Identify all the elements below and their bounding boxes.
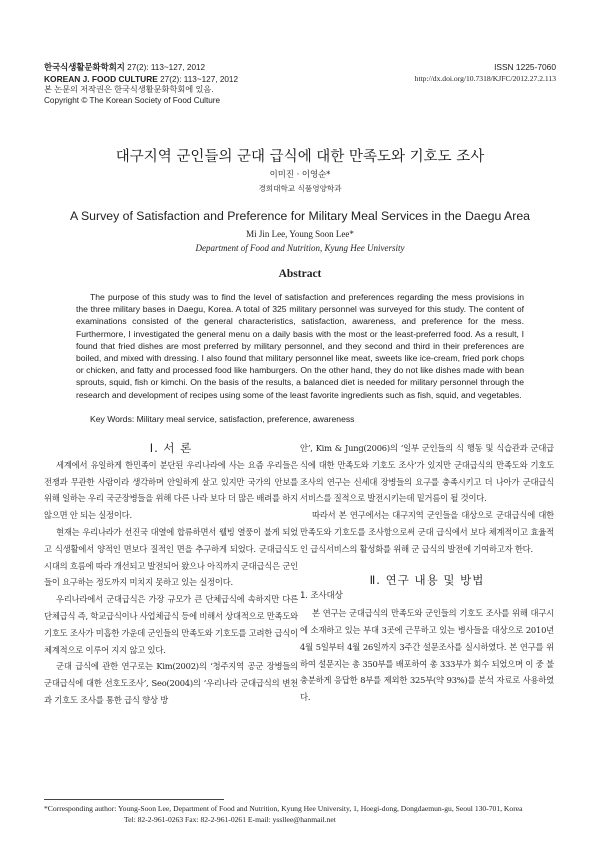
abstract-heading: Abstract <box>278 268 322 280</box>
abstract-body: The purpose of this study was to find the level of satisfaction and preferences regarding the mess provisions in the three military bases in Daegu, Korea. A total of 325 military personnel was surveyed for this study. The content of examinations consisted of the general characteristics, satisfaction, awareness, and preference for the mess. Furthermore, I investigated the general menu on a daily basis with the most or the least-preferred food. As a result, I found that fried dishes are most preferred by military personnel, and they second and third in their preferences are boiled, and mixed with dressing. I also found that military personnel like meat, sweets like ice-cream, fried pork chops or chicken, and fatty and processed food like hamburgers. On the other hand, they do not like dishes made with bean sprouts, squid, fish or kimchi. On the basis of the results, a balanced diet is needed for military personnel through the research and development of recipes using some of the least favorite ingredients such as fish, squid, and vegetables. <box>76 292 524 400</box>
journal-header <box>44 62 238 106</box>
section-heading-introduction: Ⅰ. 서 론 <box>149 441 193 455</box>
paragraph: 안’, Kim & Jung(2006)의 ‘일부 군인들의 식 행동 및 식습관과 군대급식에 대한 만족도와 기호도 조사’가 있지만 군대급식의 만족도와 기호도 조사의 연구는 신세대 장병들의 요구를 충족시키고 더 나아가 군대급식 서비스를 질적으로 발전시키는데 밑거름이 될 것이다. <box>300 443 554 504</box>
copyright-note: 본 논문의 저작권은 한국식생활문화학회에 있음. <box>44 85 214 94</box>
journal-line-en <box>44 74 238 86</box>
copyright: Copyright © The Korean Society of Food Culture <box>44 95 221 105</box>
footnote-contact: Tel: 82-2-961-0263 Fax: 82-2-961-0261 E-mail: yssllee@hanmail.net <box>124 814 336 824</box>
title-english: A Survey of Satisfaction and Preference for Military Meal Services in the Daegu Area <box>70 209 530 223</box>
issn-block <box>415 62 556 84</box>
footnote-divider <box>44 799 224 800</box>
journal-name-en: KOREAN J. FOOD CULTURE <box>44 73 158 84</box>
subsection-heading: 1. 조사대상 <box>300 591 343 602</box>
volume-ko: 27(2): 113~127, 2012 <box>124 63 206 72</box>
affiliation-english: Department of Food and Nutrition, Kyung Hee University <box>195 243 405 253</box>
authors-korean: 이미진 · 이영순* <box>269 169 331 179</box>
paragraph: 따라서 본 연구에서는 대구지역 군인들을 대상으로 군대급식에 대한 만족도와 기호도를 조사함으로써 군대 급식에서 보다 체계적이고 효율적인 급식서비스의 활성화를 위해 군 급식의 발전에 기여하고자 한다. <box>300 510 554 554</box>
authors-english: Mi Jin Lee, Young Soon Lee* <box>246 229 354 239</box>
paragraph: 본 연구는 군대급식의 만족도와 군인들의 기호도 조사를 위해 대구시에 소재하고 있는 부대 3곳에 근무하고 있는 병사들을 대상으로 2010년 4월 5일부터 4월 26일까지 3주간 설문조사를 실시하였다. 본 연구를 위하여 설문지는 총 350부를 배포하여 총 333부가 회수 되었으며 이 중 불충분하게 응답한 8부를 제외한 325부(약 93%)를 분석 자료로 사용하였다. <box>300 608 554 703</box>
section-heading-methods: Ⅱ. 연구 내용 및 방법 <box>369 572 485 587</box>
paragraph: 우리나라에서 군대급식은 가장 규모가 큰 단체급식에 속하지만 다른 단체급식 즉, 학교급식이나 사업체급식 등에 비해서 상대적으로 만족도와 기호도 조사가 미흡한 가운데 군인들의 만족도와 기호도를 고려한 급식이 체계적으로 이루어 지지 않고 있다. <box>44 594 298 655</box>
issn: ISSN 1225-7060 <box>494 62 556 72</box>
journal-name-ko: 한국식생활문화학회지 <box>44 62 125 72</box>
right-column <box>300 440 554 706</box>
journal-line-ko <box>44 62 238 74</box>
volume-en: 27(2): 113~127, 2012 <box>157 74 239 84</box>
title-korean: 대구지역 군인들의 군대 급식에 대한 만족도와 기호도 조사 <box>115 149 485 165</box>
affiliation-korean: 경희대학교 식품영양학과 <box>258 184 342 193</box>
paragraph: 현재는 우리나라가 선진국 대열에 합류하면서 웰빙 열풍이 불게 되었고 식생활에서 양적인 면보다 질적인 면을 추구하게 되었다. 군대급식도 시대의 흐름에 따라 개선되고 발전되어 왔으나 아직까지 군대급식은 군인들이 요구하는 정도까지 미치지 못하고 있는 실정이다. <box>44 526 298 588</box>
footnote-address: *Corresponding author: Young-Soon Lee, Department of Food and Nutrition, Kyung Hee University, 1, Hoegi-dong, Dongdaemun-gu, Seoul 130-701, Korea <box>44 804 523 813</box>
paragraph: 세계에서 유일하게 한민족이 분단된 우리나라에 사는 요즘 우리들은 전쟁과 무관한 사람이라 생각하며 안일하게 살고 있지만 국가의 안보를 위해 일하는 우리 국군장병들을 위해 다른 나라 보다 더 많은 배려를 하지 않으면 안 되는 실정이다. <box>44 459 298 521</box>
paragraph: 군대 급식에 관한 연구로는 Kim(2002)의 ‘청주지역 공군 장병들의 군대급식에 대한 선호도조사’, Seo(2004)의 ‘우리나라 군대급식의 변천과 기호도 조사를 통한 급식 향상 방 <box>44 661 298 705</box>
corresponding-author-footnote <box>44 804 564 825</box>
keywords: Key Words: Military meal service, satisfaction, preference, awareness <box>90 414 355 424</box>
left-column <box>44 440 298 709</box>
doi-link[interactable]: http://dx.doi.org/10.7318/KJFC/2012.27.2.113 <box>414 74 556 83</box>
